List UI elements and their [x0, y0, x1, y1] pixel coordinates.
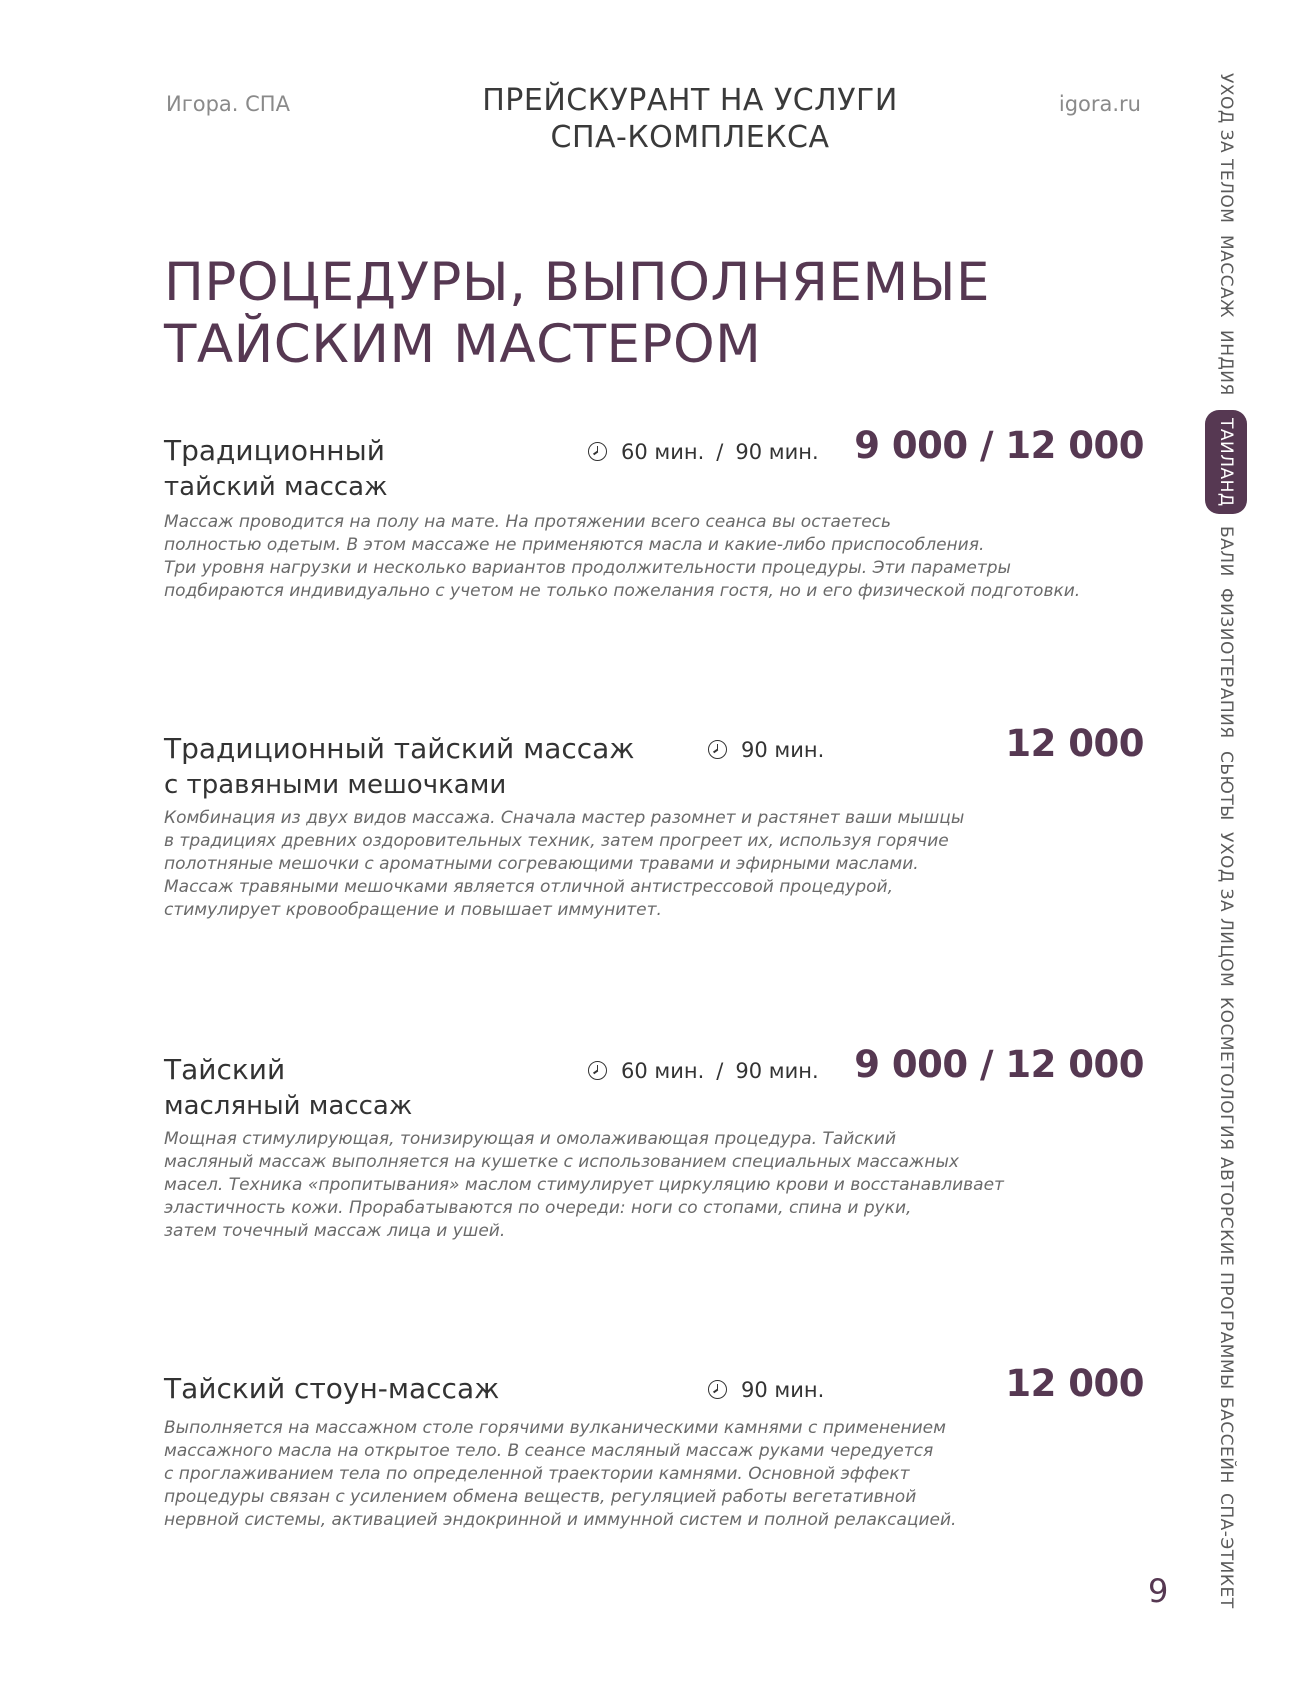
- description-line: полотняные мешочки с ароматными согревающими травами и эфирными маслами.: [164, 854, 919, 874]
- service-description: [164, 807, 1064, 922]
- side-nav-item-pool[interactable]: БАССЕЙН: [1216, 1396, 1236, 1484]
- service-price: 12 000: [1005, 722, 1144, 765]
- service-description: [164, 511, 1081, 603]
- service-name: [164, 432, 388, 506]
- duration-separator: /: [716, 1059, 724, 1083]
- brand-right-link[interactable]: igora.ru: [1058, 92, 1141, 116]
- side-nav-item-india[interactable]: ИНДИЯ: [1216, 330, 1236, 396]
- service-duration: [588, 1059, 819, 1083]
- description-line: нервной системы, активацией эндокринной и иммунной систем и полной релаксацией.: [164, 1510, 957, 1530]
- duration-value: 90 мин.: [735, 440, 819, 464]
- description-line: Массаж проводится на полу на мате. На протяжении всего сеанса вы остаетесь: [164, 512, 892, 532]
- description-line: с проглаживанием тела по определенной траектории камнями. Основной эффект: [164, 1464, 910, 1484]
- side-nav-item-physiotherapy[interactable]: ФИЗИОТЕРАПИЯ: [1216, 587, 1236, 739]
- service-name-line2: масляный массаж: [164, 1091, 413, 1121]
- description-line: масел. Техника «пропитывания» маслом стимулирует циркуляцию крови и восстанавливает: [164, 1175, 1004, 1195]
- description-line: Мощная стимулирующая, тонизирующая и омолаживающая процедура. Тайский: [164, 1129, 897, 1149]
- side-nav-item-massage[interactable]: МАССАЖ: [1216, 234, 1236, 318]
- service-item: [164, 722, 1144, 960]
- side-nav-item-bali[interactable]: БАЛИ: [1216, 525, 1236, 577]
- clock-icon: [588, 1061, 607, 1080]
- document-title: [400, 82, 980, 156]
- document-title-line1: ПРЕЙСКУРАНТ НА УСЛУГИ: [482, 83, 898, 118]
- description-line: Три уровня нагрузки и несколько вариантов продолжительности процедуры. Эти параметры: [164, 558, 1011, 578]
- duration-value: 90 мин.: [741, 738, 825, 762]
- duration-value: 60 мин.: [621, 1059, 705, 1083]
- description-line: стимулирует кровообращение и повышает иммунитет.: [164, 900, 662, 920]
- clock-icon: [708, 740, 727, 759]
- side-nav: [1205, 72, 1247, 1652]
- side-nav-item-thailand[interactable]: ТАИЛАНД: [1205, 410, 1247, 514]
- service-price: 9 000 / 12 000: [854, 1043, 1144, 1086]
- document-title-line2: СПА-КОМПЛЕКСА: [550, 120, 830, 155]
- service-name-line2: с травяными мешочками: [164, 770, 507, 800]
- side-nav-item-spa-etiquette[interactable]: СПА-ЭТИКЕТ: [1216, 1493, 1236, 1609]
- description-line: эластичность кожи. Прорабатываются по очереди: ноги со стопами, спина и руки,: [164, 1198, 912, 1218]
- service-price: 9 000 / 12 000: [854, 424, 1144, 467]
- description-line: процедуры связан с усилением обмена веществ, регуляцией работы вегетативной: [164, 1487, 917, 1507]
- service-name-line2: тайский массаж: [164, 472, 388, 502]
- description-line: затем точечный массаж лица и ушей.: [164, 1221, 506, 1241]
- section-heading-line1: ПРОЦЕДУРЫ, ВЫПОЛНЯЕМЫЕ: [164, 252, 990, 313]
- service-name-line1: Тайский стоун-массаж: [164, 1372, 500, 1405]
- description-line: масляный массаж выполняется на кушетке с использованием специальных массажных: [164, 1152, 959, 1172]
- description-line: подбираются индивидуально с учетом не только пожелания гостя, но и его физической подготовки.: [164, 581, 1081, 601]
- description-line: полностью одетым. В этом массаже не применяются масла и какие-либо приспособления.: [164, 535, 985, 555]
- clock-icon: [708, 1380, 727, 1399]
- description-line: Комбинация из двух видов массажа. Сначала мастер разомнет и растянет ваши мышцы: [164, 808, 965, 828]
- service-description: [164, 1128, 1064, 1243]
- description-line: Выполняется на массажном столе горячими вулканическими камнями с применением: [164, 1418, 946, 1438]
- duration-value: 90 мин.: [735, 1059, 819, 1083]
- section-heading: [164, 252, 1064, 376]
- duration-value: 60 мин.: [621, 440, 705, 464]
- side-nav-item-cosmetology[interactable]: КОСМЕТОЛОГИЯ: [1216, 997, 1236, 1151]
- side-nav-item-suites[interactable]: СЬЮТЫ: [1216, 751, 1236, 821]
- service-name: [164, 1051, 412, 1125]
- side-nav-item-face-care[interactable]: УХОД ЗА ЛИЦОМ: [1216, 832, 1236, 988]
- service-duration: [708, 738, 824, 762]
- description-line: массажного масла на открытое тело. В сеансе масляный массаж руками чередуется: [164, 1441, 934, 1461]
- duration-value: 90 мин.: [741, 1378, 825, 1402]
- service-name-line1: Тайский: [164, 1053, 286, 1086]
- service-name-line1: Традиционный: [164, 434, 385, 467]
- service-name: [164, 1370, 499, 1407]
- page-number: 9: [1148, 1572, 1169, 1610]
- side-nav-item-body-care[interactable]: УХОД ЗА ТЕЛОМ: [1216, 72, 1236, 224]
- service-duration: [708, 1378, 824, 1402]
- service-name-line1: Традиционный тайский массаж: [164, 732, 635, 765]
- duration-separator: /: [716, 440, 724, 464]
- side-nav-item-author-programs[interactable]: АВТОРСКИЕ ПРОГРАММЫ: [1216, 1156, 1236, 1390]
- service-item: [164, 1362, 1144, 1600]
- service-name: [164, 730, 635, 804]
- service-duration: [588, 440, 819, 464]
- brand-left: Игора. СПА: [166, 92, 290, 116]
- service-item: [164, 1043, 1144, 1281]
- section-heading-line2: ТАЙСКИМ МАСТЕРОМ: [164, 314, 762, 375]
- description-line: в традициях древних оздоровительных техник, затем прогреет их, используя горячие: [164, 831, 949, 851]
- description-line: Массаж травяными мешочками является отличной антистрессовой процедурой,: [164, 877, 893, 897]
- service-description: [164, 1417, 1064, 1532]
- service-price: 12 000: [1005, 1362, 1144, 1405]
- clock-icon: [588, 442, 607, 461]
- service-item: [164, 424, 1144, 662]
